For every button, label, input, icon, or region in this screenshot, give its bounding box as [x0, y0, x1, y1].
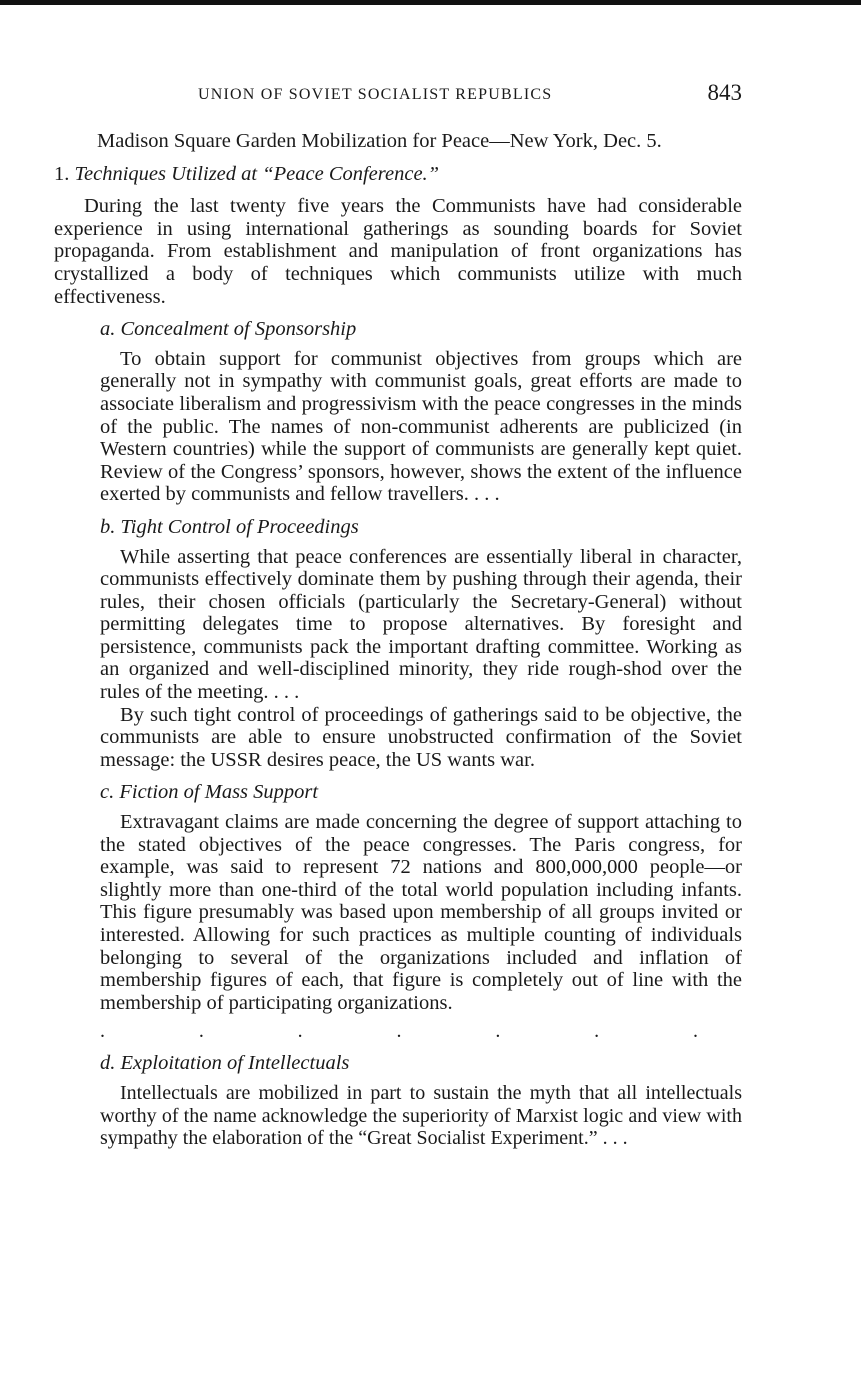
ellipsis-dot: . — [297, 1020, 303, 1043]
ellipsis-dot: . — [396, 1020, 402, 1043]
subsection-b-paragraph-1: While asserting that peace conferences are essentially liberal in character, communists effectively dominate them by pushing through their agenda, their rules, their chosen officials (particularly the Secretary-General) without permitting delegates time to propose alternatives. By foresight and persistence, communists pack the important drafting committee. Working as an organized and well-disciplined minority, they ride rough-shod over the rules of the meeting. . . . — [100, 545, 742, 704]
subsection-d-paragraph: Intellectuals are mobilized in part to sustain the myth that all intellectuals worthy of the name acknowledge the superiority of Marxist logic and view with sympathy the elaboration of the “Great Socialist Experiment.” . . . — [100, 1081, 742, 1150]
section-1-number: 1. — [54, 162, 70, 185]
running-head-title: UNION OF SOVIET SOCIALIST REPUBLICS — [198, 86, 553, 103]
list-entry-madison-square-garden: Madison Square Garden Mobilization for Peace—New York, Dec. 5. — [97, 130, 662, 152]
subsection-c-paragraph: Extravagant claims are made concerning the degree of support attaching to the stated objectives of the peace congresses. The Paris congress, for example, was said to represent 72 nations and 800,000,000 people—or slightly more than one-third of the total world population including infants. This figure presumably was based upon membership of all groups invited or interested. Allowing for such practices as multiple counting of individuals belonging to several of the organizations included and inflation of membership figures of each, that figure is completely out of line with the membership of participating organizations. — [100, 811, 742, 1014]
subsection-d-heading: d. Exploitation of Intellectuals — [100, 1052, 350, 1075]
ellipsis-dot: . — [198, 1020, 204, 1043]
subsection-a-heading: a. Concealment of Sponsorship — [100, 318, 357, 341]
subsection-c-heading: c. Fiction of Mass Support — [100, 781, 319, 804]
subsection-b-paragraph-2: By such tight control of proceedings of gatherings said to be objective, the communists are able to ensure unobstructed confirmation of the Soviet message: the USSR desires peace, the US wants war. — [100, 703, 742, 771]
top-border-rule — [0, 0, 861, 5]
ellipsis-dot: . — [100, 1020, 105, 1043]
subsection-a-paragraph: To obtain support for communist objectives from groups which are generally not in sympathy with communist goals, great efforts are made to associate liberalism and progressivism with the peace congresses in the minds of the public. The names of non-communist adherents are publicized (in Western countries) while the support of communists are generally kept quiet. Review of the Congress’ sponsors, however, shows the extent of the influence exerted by communists and fellow travellers. . . . — [100, 347, 742, 506]
omission-ellipsis-row — [100, 1020, 698, 1042]
body-text — [54, 130, 742, 1150]
ellipsis-dot: . — [692, 1020, 698, 1043]
section-1-heading — [54, 163, 742, 186]
page-number: 843 — [707, 80, 742, 105]
document-page — [54, 78, 742, 1150]
subsection-b-heading: b. Tight Control of Proceedings — [100, 515, 359, 538]
section-1-title: Techniques Utilized at “Peace Conference.” — [74, 162, 440, 185]
running-head — [54, 78, 742, 112]
section-1-intro-paragraph: During the last twenty five years the Communists have had considerable experience in using international gatherings as sounding boards for Soviet propaganda. From establishment and manipulation of front organizations has crystallized a body of techniques which communists utilize with much effectiveness. — [54, 195, 742, 308]
ellipsis-dot: . — [495, 1020, 501, 1043]
ellipsis-dot: . — [594, 1020, 600, 1043]
